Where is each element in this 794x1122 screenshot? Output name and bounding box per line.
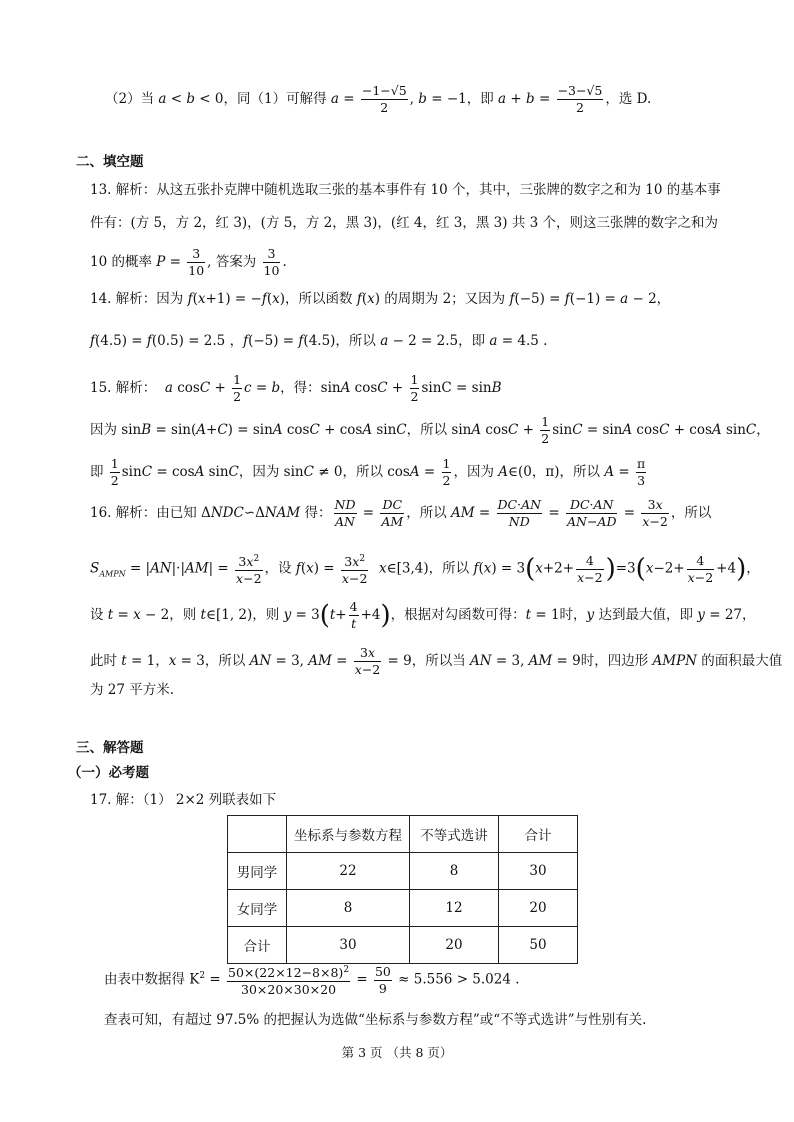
table-cell: 30: [287, 927, 410, 964]
section-fill-heading: 二、填空题: [76, 154, 144, 170]
item-17-k2: 由表中数据得 $K^2$ = $\frac{50\times(22\times 12-8\times 8)^2}{30\times 20\times 30\times 20}$ = $\frac{50}{9}$ ≈ 5.556 > 5.024 .: [104, 963, 520, 998]
item-15: 15. 解析： a cosC + $\frac{1}{2}$ c = b，得：sinA cosC + $\frac{1}{2}$ sinC = sinB: [90, 372, 502, 404]
table-cell: 8: [287, 890, 410, 927]
section-solve-heading: 三、解答题: [76, 740, 144, 756]
section-required-heading: （一）必考题: [68, 765, 149, 781]
table-row: [228, 927, 578, 964]
item-13: 13. 解析：从这五张扑克牌中随机选取三张的基本事件有 10 个，其中，三张牌的数字之和为 10 的基本事: [90, 182, 721, 198]
table-cell: 男同学: [228, 853, 287, 890]
contingency-table: [227, 815, 578, 964]
item-17-conclusion: 查表可知，有超过 97.5% 的把握认为选做“坐标系与参数方程”或“不等式选讲”与性别有关.: [104, 1012, 647, 1028]
table-cell: 合计: [228, 927, 287, 964]
table-row: [228, 890, 578, 927]
table-cell: 不等式选讲: [410, 816, 499, 853]
table-cell: 合计: [499, 816, 578, 853]
table-cell: 50: [499, 927, 578, 964]
table-cell: 女同学: [228, 890, 287, 927]
table-cell: 坐标系与参数方程: [287, 816, 410, 853]
table-cell: 30: [499, 853, 578, 890]
table-cell: 12: [410, 890, 499, 927]
page-footer: 第 3 页 （共 8 页）: [341, 1045, 453, 1060]
table-header-row: [228, 816, 578, 853]
table-cell: [228, 816, 287, 853]
item-17-intro: 17. 解：（1） 2×2 列联表如下: [90, 792, 277, 808]
table-cell: 20: [499, 890, 578, 927]
item-14: 14. 解析：因为 f(x+1) = −f(x)，所以函数 f(x) 的周期为 2；又因为 f(−5) = f(−1) = a − 2，: [90, 291, 671, 307]
table-row: [228, 853, 578, 890]
item-16: 16. 解析：由已知 ΔNDC∽ΔNAM 得： $\frac{ND}{AN}$ = $\frac{DC}{AM}$ ，所以 AM = $\frac{DC\cdot AN}{ND}$ = $\frac{DC\cdot AN}{AN-AD}$ = $\frac{3x}{x-2}$ ，所以: [90, 497, 712, 529]
table-cell: 22: [287, 853, 410, 890]
table-cell: 20: [410, 927, 499, 964]
item-12-part2: （2）当 a < b < 0，同（1）可解得 a = $\frac{-1-√5}{2}$ , b = −1，即 a + b = $\frac{-3-√5}{2}$ ，选 D.: [105, 83, 652, 115]
table-cell: 8: [410, 853, 499, 890]
